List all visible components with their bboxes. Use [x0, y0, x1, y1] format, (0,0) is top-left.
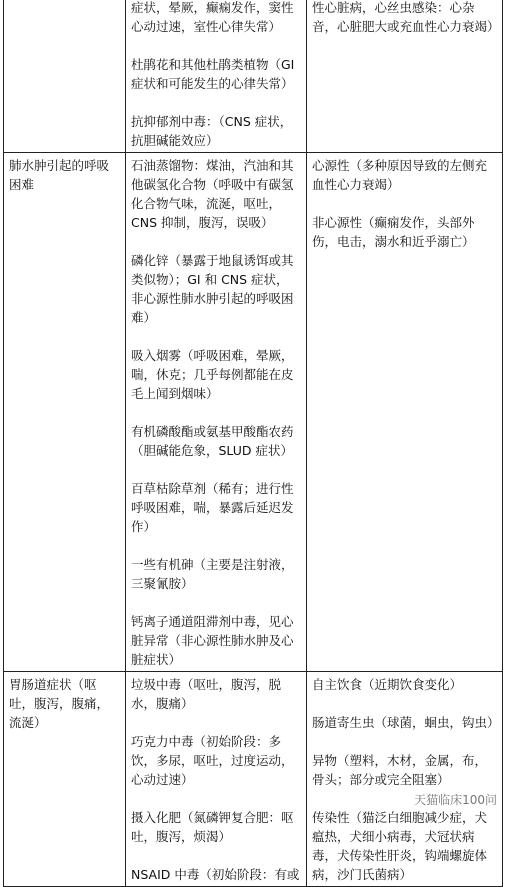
cause-entry: 垃圾中毒（呕吐，腹泻，脱水，腹痛） — [131, 677, 282, 711]
differential-entry: 心源性（多种原因导致的左侧充血性心力衰竭） — [312, 158, 488, 192]
differential-entry: 传染性（猫泛白细胞减少症，犬瘟热，犬细小病毒，犬冠状病毒，犬传染性肝炎，钩端螺旋体病，沙门氏菌病） — [312, 810, 488, 882]
differentials-cell — [307, 0, 503, 153]
cause-entry: 症状，晕厥，癫痫发作，窦性心动过速，室性心律失常） — [131, 0, 294, 34]
differential-entry: 肠道寄生虫（球菌，蛔虫，钩虫） — [312, 715, 500, 730]
cause-entry: 石油蒸馏物：煤油，汽油和其他碳氢化合物（呼吸中有碳氢化合物气味，流涎，呕吐，CNS 抑制，腹泻，误吸） — [131, 158, 294, 230]
differential-entry: 自主饮食（近期饮食变化） — [312, 677, 463, 692]
symptom-cell: 胃肠道症状（呕吐，腹泻，腹痛，流涎） — [4, 672, 126, 887]
cause-entry: 一些有机砷（主要是注射液，三聚氰胺） — [131, 557, 294, 591]
table-row — [4, 0, 503, 153]
cause-entry: 吸入烟雾（呼吸困难，晕厥，喘，休克；几乎每例都能在皮毛上闻到烟味） — [131, 348, 294, 401]
causes-cell — [126, 153, 307, 672]
symptom-cell: 肺水肿引起的呼吸困难 — [4, 153, 126, 672]
differential-entry: 性心脏病，心丝虫感染：心杂音，心脏肥大或充血性心力衰竭） — [312, 0, 500, 34]
cause-entry: 摄入化肥（氮磷钾复合肥：呕吐，腹泻，烦渴） — [131, 810, 294, 844]
causes-cell — [126, 0, 307, 153]
cause-entry: 百草枯除草剂（稀有；进行性呼吸困难，喘，暴露后延迟发作） — [131, 481, 294, 534]
cause-entry: 抗抑郁剂中毒：（CNS 症状，抗胆碱能效应） — [131, 114, 293, 148]
causes-cell — [126, 672, 307, 887]
differential-entry: 非心源性（癫痫发作，头部外伤，电击，溺水和近乎溺亡） — [312, 215, 475, 249]
differentials-cell — [307, 153, 503, 672]
cause-entry: NSAID 中毒（初始阶段：有或 — [131, 867, 300, 882]
differentials-cell — [307, 672, 503, 887]
cause-entry: 巧克力中毒（初始阶段：多饮，多尿，呕吐，过度运动，心动过速） — [131, 734, 294, 787]
table-row — [4, 672, 503, 887]
table-row — [4, 153, 503, 672]
watermark: 天猫临床100问 — [414, 793, 497, 807]
toxicology-table — [3, 0, 503, 887]
cause-entry: 磷化锌（暴露于地鼠诱饵或其类似物）；GI 和 CNS 症状，非心源性肺水肿引起的呼吸困难） — [131, 253, 294, 325]
cause-entry: 有机磷酸酯或氨基甲酸酯农药（胆碱能危象，SLUD 症状） — [131, 424, 294, 458]
cause-entry: 钙离子通道阻滞剂中毒，见心脏异常（非心源性肺水肿及心脏症状） — [131, 614, 294, 667]
symptom-cell — [4, 0, 126, 153]
cause-entry: 杜鹃花和其他杜鹃类植物（GI症状和可能发生的心律失常） — [131, 57, 295, 91]
differential-entry: 异物（塑料，木材，金属，布，骨头；部分或完全阻塞） — [312, 753, 488, 787]
